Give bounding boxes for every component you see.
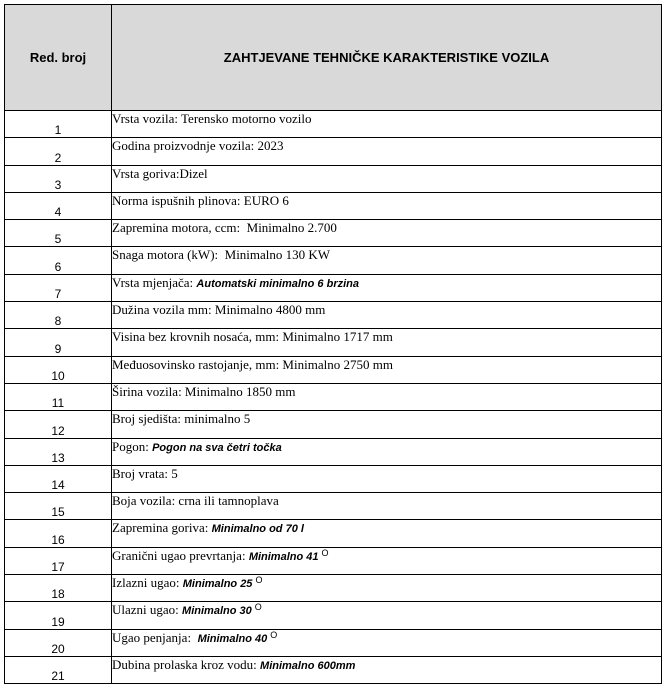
row-description bbox=[112, 602, 662, 629]
row-label: Ugao penjanja: bbox=[112, 629, 198, 645]
row-number: 10 bbox=[5, 356, 112, 383]
row-description bbox=[112, 520, 662, 547]
row-description bbox=[112, 438, 662, 465]
row-description bbox=[112, 356, 662, 383]
table-row bbox=[5, 629, 662, 656]
row-value: Pogon na sva četri točka bbox=[152, 441, 282, 454]
row-number: 19 bbox=[5, 602, 112, 629]
table-row bbox=[5, 329, 662, 356]
row-number: 13 bbox=[5, 438, 112, 465]
row-label: Godina proizvodnje vozila: 2023 bbox=[112, 138, 284, 154]
row-description bbox=[112, 493, 662, 520]
row-value: Minimalno od 70 l bbox=[211, 523, 304, 536]
row-number: 3 bbox=[5, 165, 112, 192]
row-label: Izlazni ugao: bbox=[112, 575, 183, 591]
row-label: Boja vozila: crna ili tamnoplava bbox=[112, 493, 279, 509]
row-description bbox=[112, 465, 662, 492]
row-description bbox=[112, 274, 662, 301]
row-description bbox=[112, 192, 662, 219]
row-number: 11 bbox=[5, 383, 112, 410]
row-number: 15 bbox=[5, 493, 112, 520]
row-description bbox=[112, 111, 662, 138]
row-label: Vrsta mjenjača: bbox=[112, 274, 197, 290]
table-row bbox=[5, 520, 662, 547]
row-description bbox=[112, 165, 662, 192]
row-number: 5 bbox=[5, 220, 112, 247]
row-number: 6 bbox=[5, 247, 112, 274]
header-description: ZAHTJEVANE TEHNIČKE KARAKTERISTIKE VOZILA bbox=[112, 5, 662, 111]
table-body bbox=[5, 111, 662, 684]
row-value: Minimalno 600mm bbox=[260, 659, 356, 672]
table-row bbox=[5, 247, 662, 274]
row-description bbox=[112, 575, 662, 602]
row-number: 12 bbox=[5, 411, 112, 438]
row-number: 14 bbox=[5, 465, 112, 492]
row-number: 9 bbox=[5, 329, 112, 356]
degree-symbol: O bbox=[270, 629, 278, 640]
row-value: Minimalno 40 bbox=[197, 632, 268, 645]
degree-symbol: O bbox=[321, 547, 329, 558]
header-number: Red. broj bbox=[5, 5, 112, 111]
row-description bbox=[112, 656, 662, 683]
row-value: Automatski minimalno 6 brzina bbox=[196, 277, 359, 290]
row-value: Minimalno 25 bbox=[182, 578, 253, 591]
row-number: 4 bbox=[5, 192, 112, 219]
row-label: Međuosovinsko rastojanje, mm: Minimalno 2750 mm bbox=[112, 356, 393, 372]
table-row bbox=[5, 220, 662, 247]
specifications-table bbox=[4, 4, 662, 684]
row-label: Zapremina motora, ccm: Minimalno 2.700 bbox=[112, 220, 337, 236]
table-row bbox=[5, 383, 662, 410]
row-number: 20 bbox=[5, 629, 112, 656]
table-row bbox=[5, 575, 662, 602]
row-label: Broj sjedišta: minimalno 5 bbox=[112, 411, 251, 427]
row-description bbox=[112, 383, 662, 410]
row-description bbox=[112, 629, 662, 656]
degree-symbol: O bbox=[254, 602, 262, 613]
row-label: Vrsta vozila: Terensko motorno vozilo bbox=[112, 111, 312, 126]
table-row bbox=[5, 465, 662, 492]
table-row bbox=[5, 438, 662, 465]
row-label: Pogon: bbox=[112, 438, 153, 454]
row-number: 7 bbox=[5, 274, 112, 301]
row-number: 18 bbox=[5, 575, 112, 602]
row-number: 21 bbox=[5, 656, 112, 683]
row-description bbox=[112, 138, 662, 165]
row-value: Minimalno 41 bbox=[248, 550, 319, 563]
row-number: 17 bbox=[5, 547, 112, 574]
table-row bbox=[5, 656, 662, 683]
table-row bbox=[5, 302, 662, 329]
row-number: 2 bbox=[5, 138, 112, 165]
row-number: 8 bbox=[5, 302, 112, 329]
degree-symbol: O bbox=[255, 575, 263, 586]
header-row bbox=[5, 5, 662, 111]
row-label: Širina vozila: Minimalno 1850 mm bbox=[112, 383, 296, 399]
table-row bbox=[5, 111, 662, 138]
row-label: Ulazni ugao: bbox=[112, 602, 183, 618]
row-label: Broj vrata: 5 bbox=[112, 465, 178, 481]
table-row bbox=[5, 547, 662, 574]
table-row bbox=[5, 493, 662, 520]
row-label: Granični ugao prevrtanja: bbox=[112, 547, 249, 563]
table-row bbox=[5, 165, 662, 192]
row-description bbox=[112, 329, 662, 356]
row-description bbox=[112, 247, 662, 274]
row-label: Visina bez krovnih nosaća, mm: Minimalno 1717 mm bbox=[112, 329, 393, 345]
row-description bbox=[112, 302, 662, 329]
table-row bbox=[5, 356, 662, 383]
table-row bbox=[5, 602, 662, 629]
table-row bbox=[5, 411, 662, 438]
row-number: 1 bbox=[5, 111, 112, 138]
table-row bbox=[5, 192, 662, 219]
row-label: Dubina prolaska kroz vodu: bbox=[112, 656, 261, 672]
row-label: Zapremina goriva: bbox=[112, 520, 212, 536]
row-label: Snaga motora (kW): Minimalno 130 KW bbox=[112, 247, 331, 263]
row-label: Dužina vozila mm: Minimalno 4800 mm bbox=[112, 302, 326, 318]
row-label: Norma ispušnih plinova: EURO 6 bbox=[112, 192, 289, 208]
table-row bbox=[5, 138, 662, 165]
row-label: Vrsta goriva:Dizel bbox=[112, 165, 208, 181]
row-description bbox=[112, 547, 662, 574]
row-description bbox=[112, 220, 662, 247]
row-description bbox=[112, 411, 662, 438]
table-row bbox=[5, 274, 662, 301]
row-value: Minimalno 30 bbox=[182, 605, 252, 618]
row-number: 16 bbox=[5, 520, 112, 547]
